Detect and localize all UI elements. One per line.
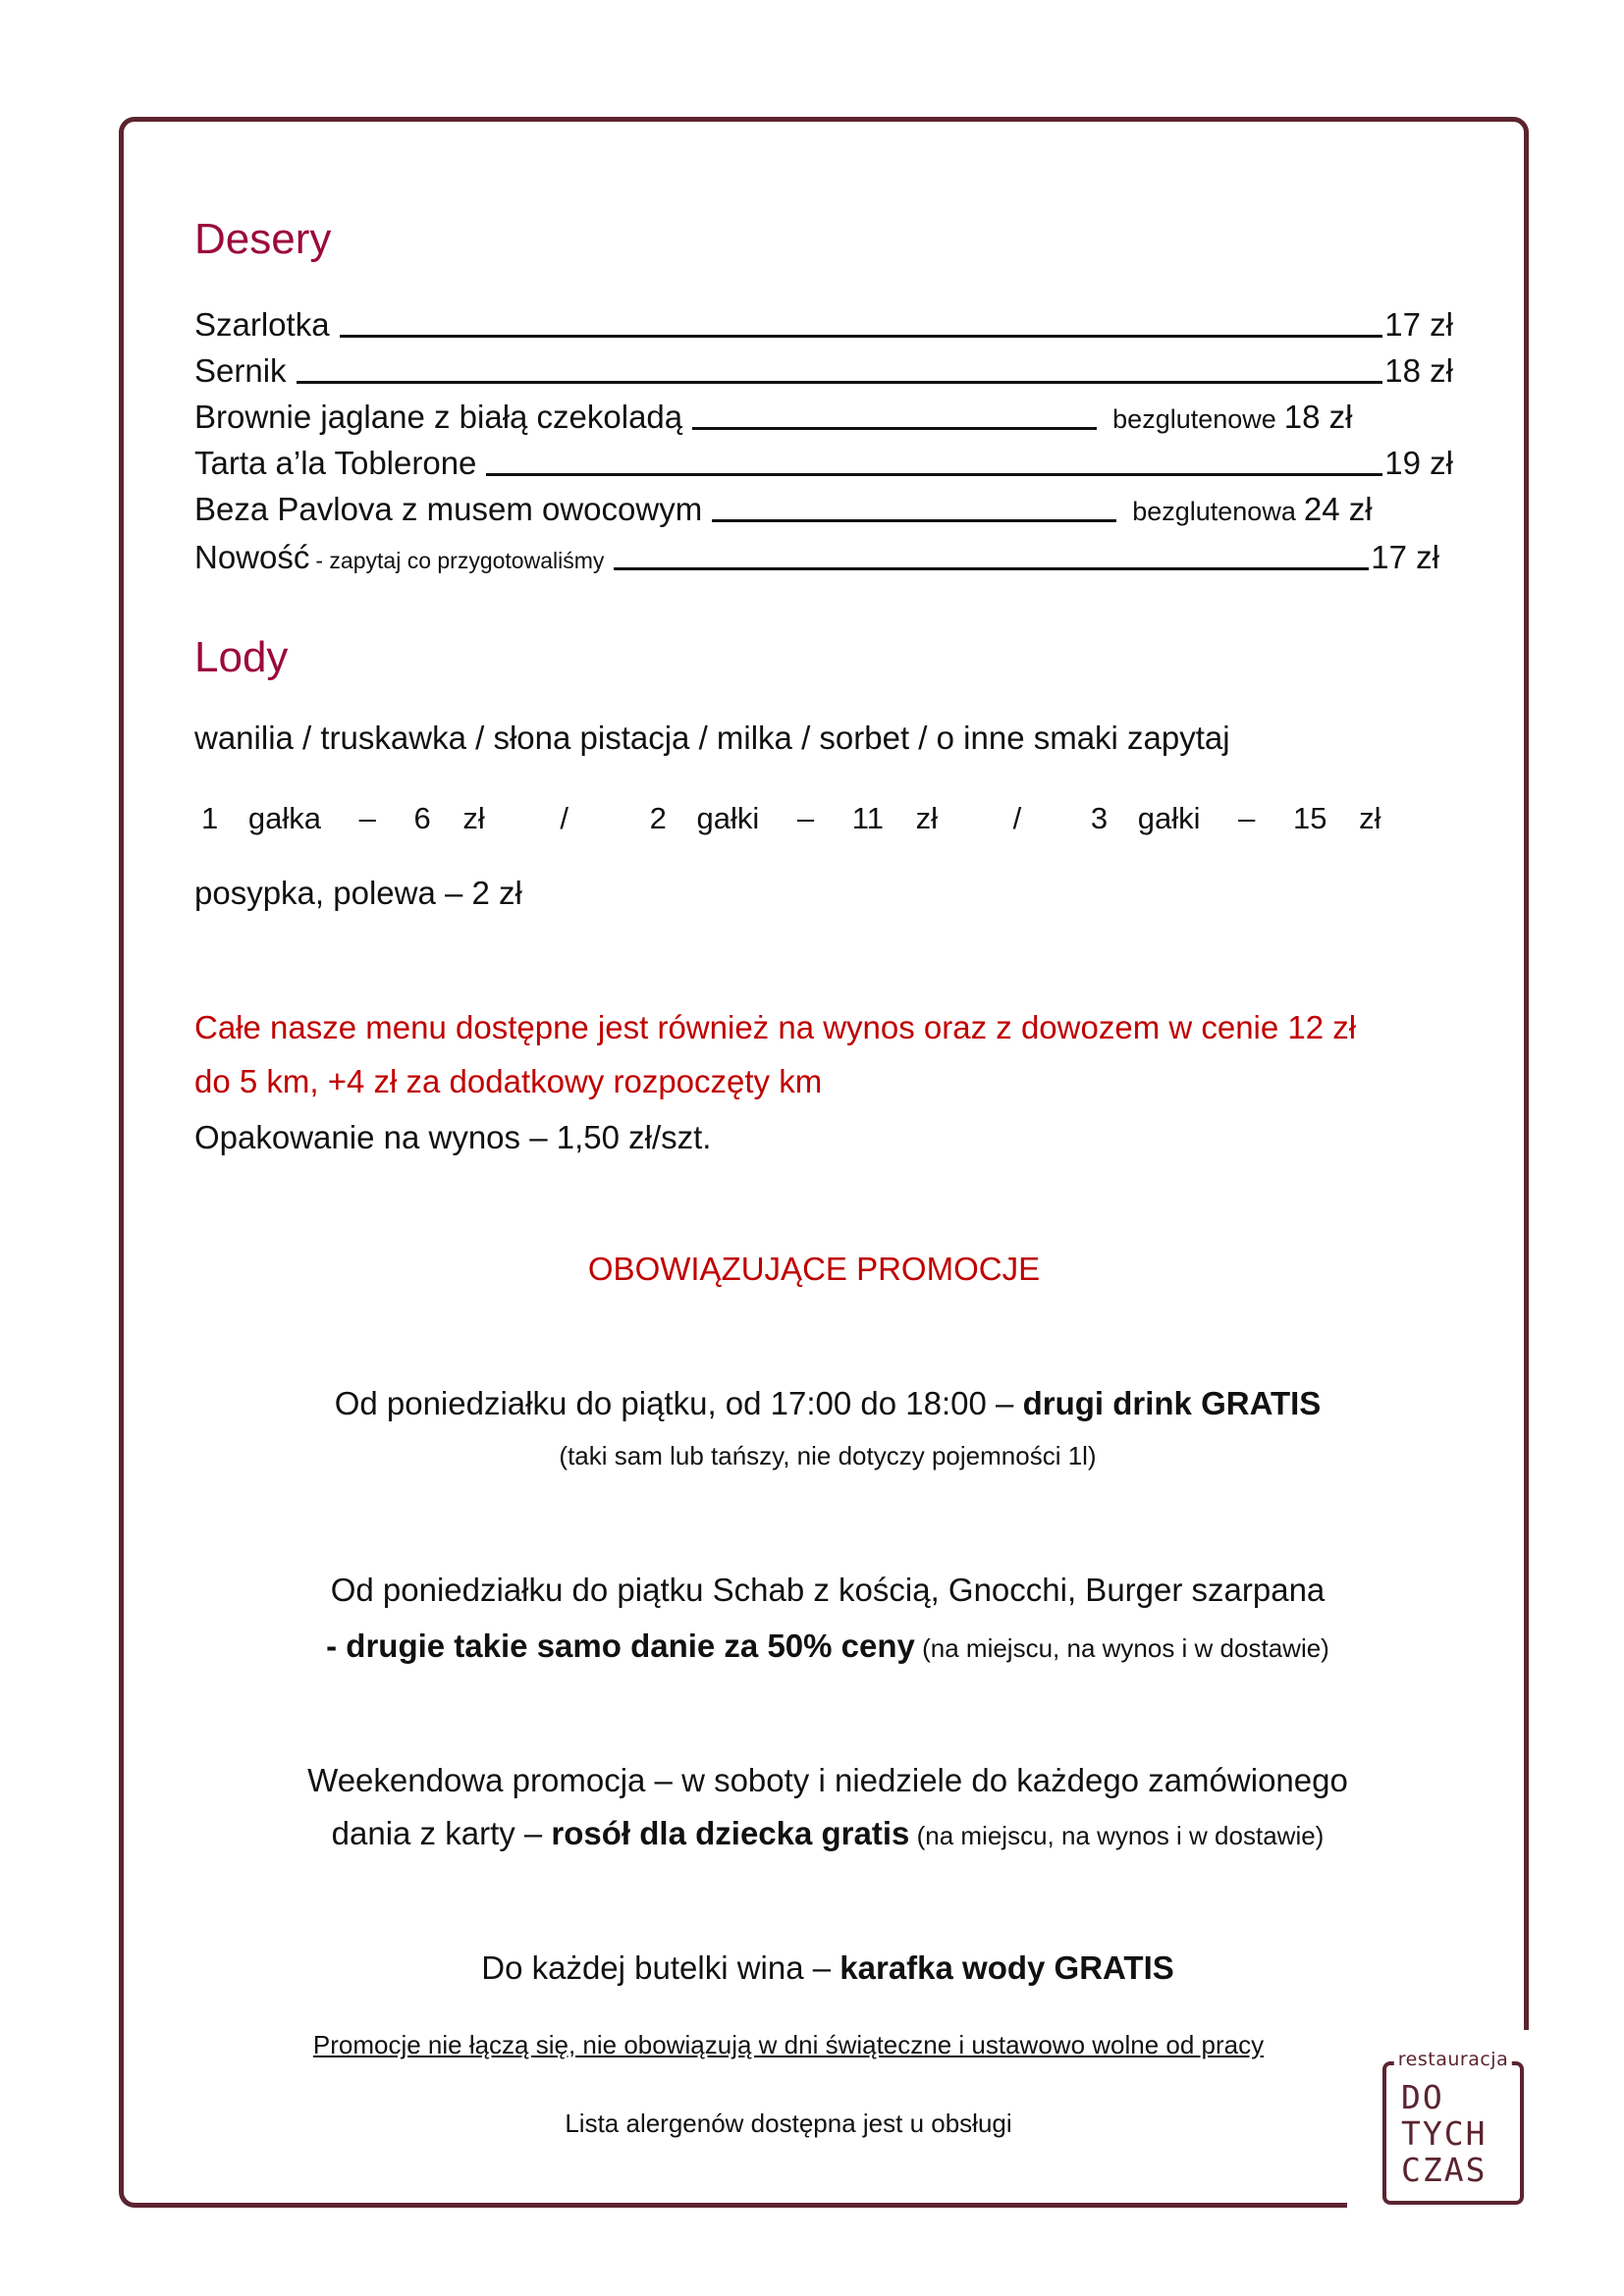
dessert-price: 17 zł bbox=[1384, 306, 1453, 343]
dot-leader bbox=[297, 381, 1383, 384]
dessert-name: Beza Pavlova z musem owocowym bbox=[194, 491, 703, 527]
dessert-item bbox=[194, 305, 1453, 345]
logo-tagline: restauracja bbox=[1394, 2049, 1512, 2070]
promo-1-line-2: (taki sam lub tańszy, nie dotyczy pojemności 1l) bbox=[559, 1441, 1097, 1470]
promotions-heading: OBOWIĄZUJĄCE PROMOCJE bbox=[587, 1251, 1041, 1287]
promotions-disclaimer: Promocje nie łączą się, nie obowiązują w dni świąteczne i ustawowo wolne od pracy bbox=[312, 2030, 1265, 2059]
allergens-note: Lista alergenów dostępna jest u obsługi bbox=[565, 2109, 1012, 2138]
dessert-price: 18 zł bbox=[1384, 352, 1453, 389]
dessert-name: Brownie jaglane z białą czekoladą bbox=[194, 399, 683, 435]
scoop-count: 3 bbox=[1090, 801, 1109, 835]
promo-highlight: - drugie takie samo danie za 50% ceny bbox=[326, 1628, 915, 1664]
currency: zł bbox=[915, 801, 938, 835]
promo-text: Od poniedziałku do piątku, od 17:00 do 18:00 – bbox=[334, 1385, 1023, 1421]
dessert-item bbox=[194, 444, 1453, 483]
logo-line: CZAS bbox=[1401, 2151, 1488, 2189]
scoop-count: 1 bbox=[201, 801, 219, 835]
dessert-item bbox=[194, 490, 1447, 531]
scoop-label: gałka bbox=[247, 801, 321, 835]
ice-cream-flavors: wanilia / truskawka / słona pistacja / milka / sorbet / o inne smaki zapytaj bbox=[194, 720, 1230, 756]
scoop-label: gałki bbox=[696, 801, 760, 835]
scoop-price: 11 bbox=[851, 801, 884, 835]
promo-3-line-1: Weekendowa promocja – w soboty i niedziele do każdego zamówionego bbox=[307, 1762, 1348, 1798]
dessert-price: 24 zł bbox=[1303, 491, 1373, 527]
dot-leader bbox=[614, 567, 1369, 570]
currency: zł bbox=[462, 801, 485, 835]
ice-cream-heading: Lody bbox=[194, 633, 289, 681]
promo-text: dania z karty – bbox=[331, 1815, 552, 1851]
dessert-price: 19 zł bbox=[1384, 445, 1453, 481]
ice-cream-toppings: posypka, polewa – 2 zł bbox=[194, 875, 522, 911]
promo-highlight: drugi drink GRATIS bbox=[1022, 1385, 1322, 1421]
dessert-price: 17 zł bbox=[1371, 539, 1439, 575]
scoop-label: gałki bbox=[1137, 801, 1201, 835]
dessert-name: Tarta a’la Toblerone bbox=[194, 445, 477, 481]
currency: zł bbox=[1359, 801, 1381, 835]
promo-highlight: rosół dla dziecka gratis bbox=[551, 1815, 910, 1851]
dot-leader bbox=[340, 335, 1383, 338]
dessert-price: 18 zł bbox=[1283, 399, 1353, 435]
dot-leader bbox=[692, 427, 1097, 430]
dash: – bbox=[358, 801, 376, 835]
promo-highlight: karafka wody GRATIS bbox=[839, 1949, 1174, 1986]
promo-note: (na miejscu, na wynos i w dostawie) bbox=[914, 1633, 1329, 1663]
dessert-item bbox=[194, 538, 1439, 580]
dash: – bbox=[796, 801, 815, 835]
promo-3-line-2 bbox=[123, 1814, 1533, 1855]
dash: – bbox=[1238, 801, 1256, 835]
dot-leader bbox=[712, 519, 1116, 522]
restaurant-logo bbox=[1382, 2049, 1524, 2205]
promo-4 bbox=[123, 1949, 1533, 1988]
promo-note: (na miejscu, na wynos i w dostawie) bbox=[909, 1821, 1325, 1850]
dessert-name: Nowość bbox=[194, 539, 310, 575]
dot-leader bbox=[486, 473, 1382, 476]
dessert-tag: bezglutenowa bbox=[1132, 497, 1296, 526]
dessert-note: - zapytaj co przygotowaliśmy bbox=[315, 548, 605, 573]
scoop-count: 2 bbox=[649, 801, 667, 835]
dessert-tag: bezglutenowe bbox=[1112, 404, 1276, 434]
dessert-name: Sernik bbox=[194, 352, 287, 389]
promo-2-line-2 bbox=[123, 1627, 1533, 1668]
dessert-item bbox=[194, 351, 1453, 391]
promo-text: Do każdej butelki wina – bbox=[481, 1949, 840, 1986]
dessert-item bbox=[194, 398, 1453, 439]
logo-line: TYCH bbox=[1401, 2114, 1488, 2153]
logo-wordmark bbox=[1401, 2079, 1487, 2188]
delivery-line-1: Całe nasze menu dostępne jest również na wynos oraz z dowozem w cenie 12 zł bbox=[194, 1009, 1357, 1045]
logo-line: DO bbox=[1401, 2078, 1444, 2116]
ice-cream-scoop-prices bbox=[201, 799, 1380, 838]
separator: / bbox=[1012, 801, 1022, 835]
desserts-heading: Desery bbox=[194, 215, 332, 263]
scoop-price: 6 bbox=[413, 801, 431, 835]
scoop-price: 15 bbox=[1292, 801, 1327, 835]
delivery-line-2: do 5 km, +4 zł za dodatkowy rozpoczęty km bbox=[194, 1063, 823, 1099]
promo-2-line-1: Od poniedziałku do piątku Schab z kością, Gnocchi, Burger szarpana bbox=[330, 1572, 1326, 1608]
separator: / bbox=[560, 801, 568, 835]
packaging-fee: Opakowanie na wynos – 1,50 zł/szt. bbox=[194, 1119, 712, 1155]
dessert-name: Szarlotka bbox=[194, 306, 330, 343]
promo-1-line-1 bbox=[123, 1384, 1533, 1423]
